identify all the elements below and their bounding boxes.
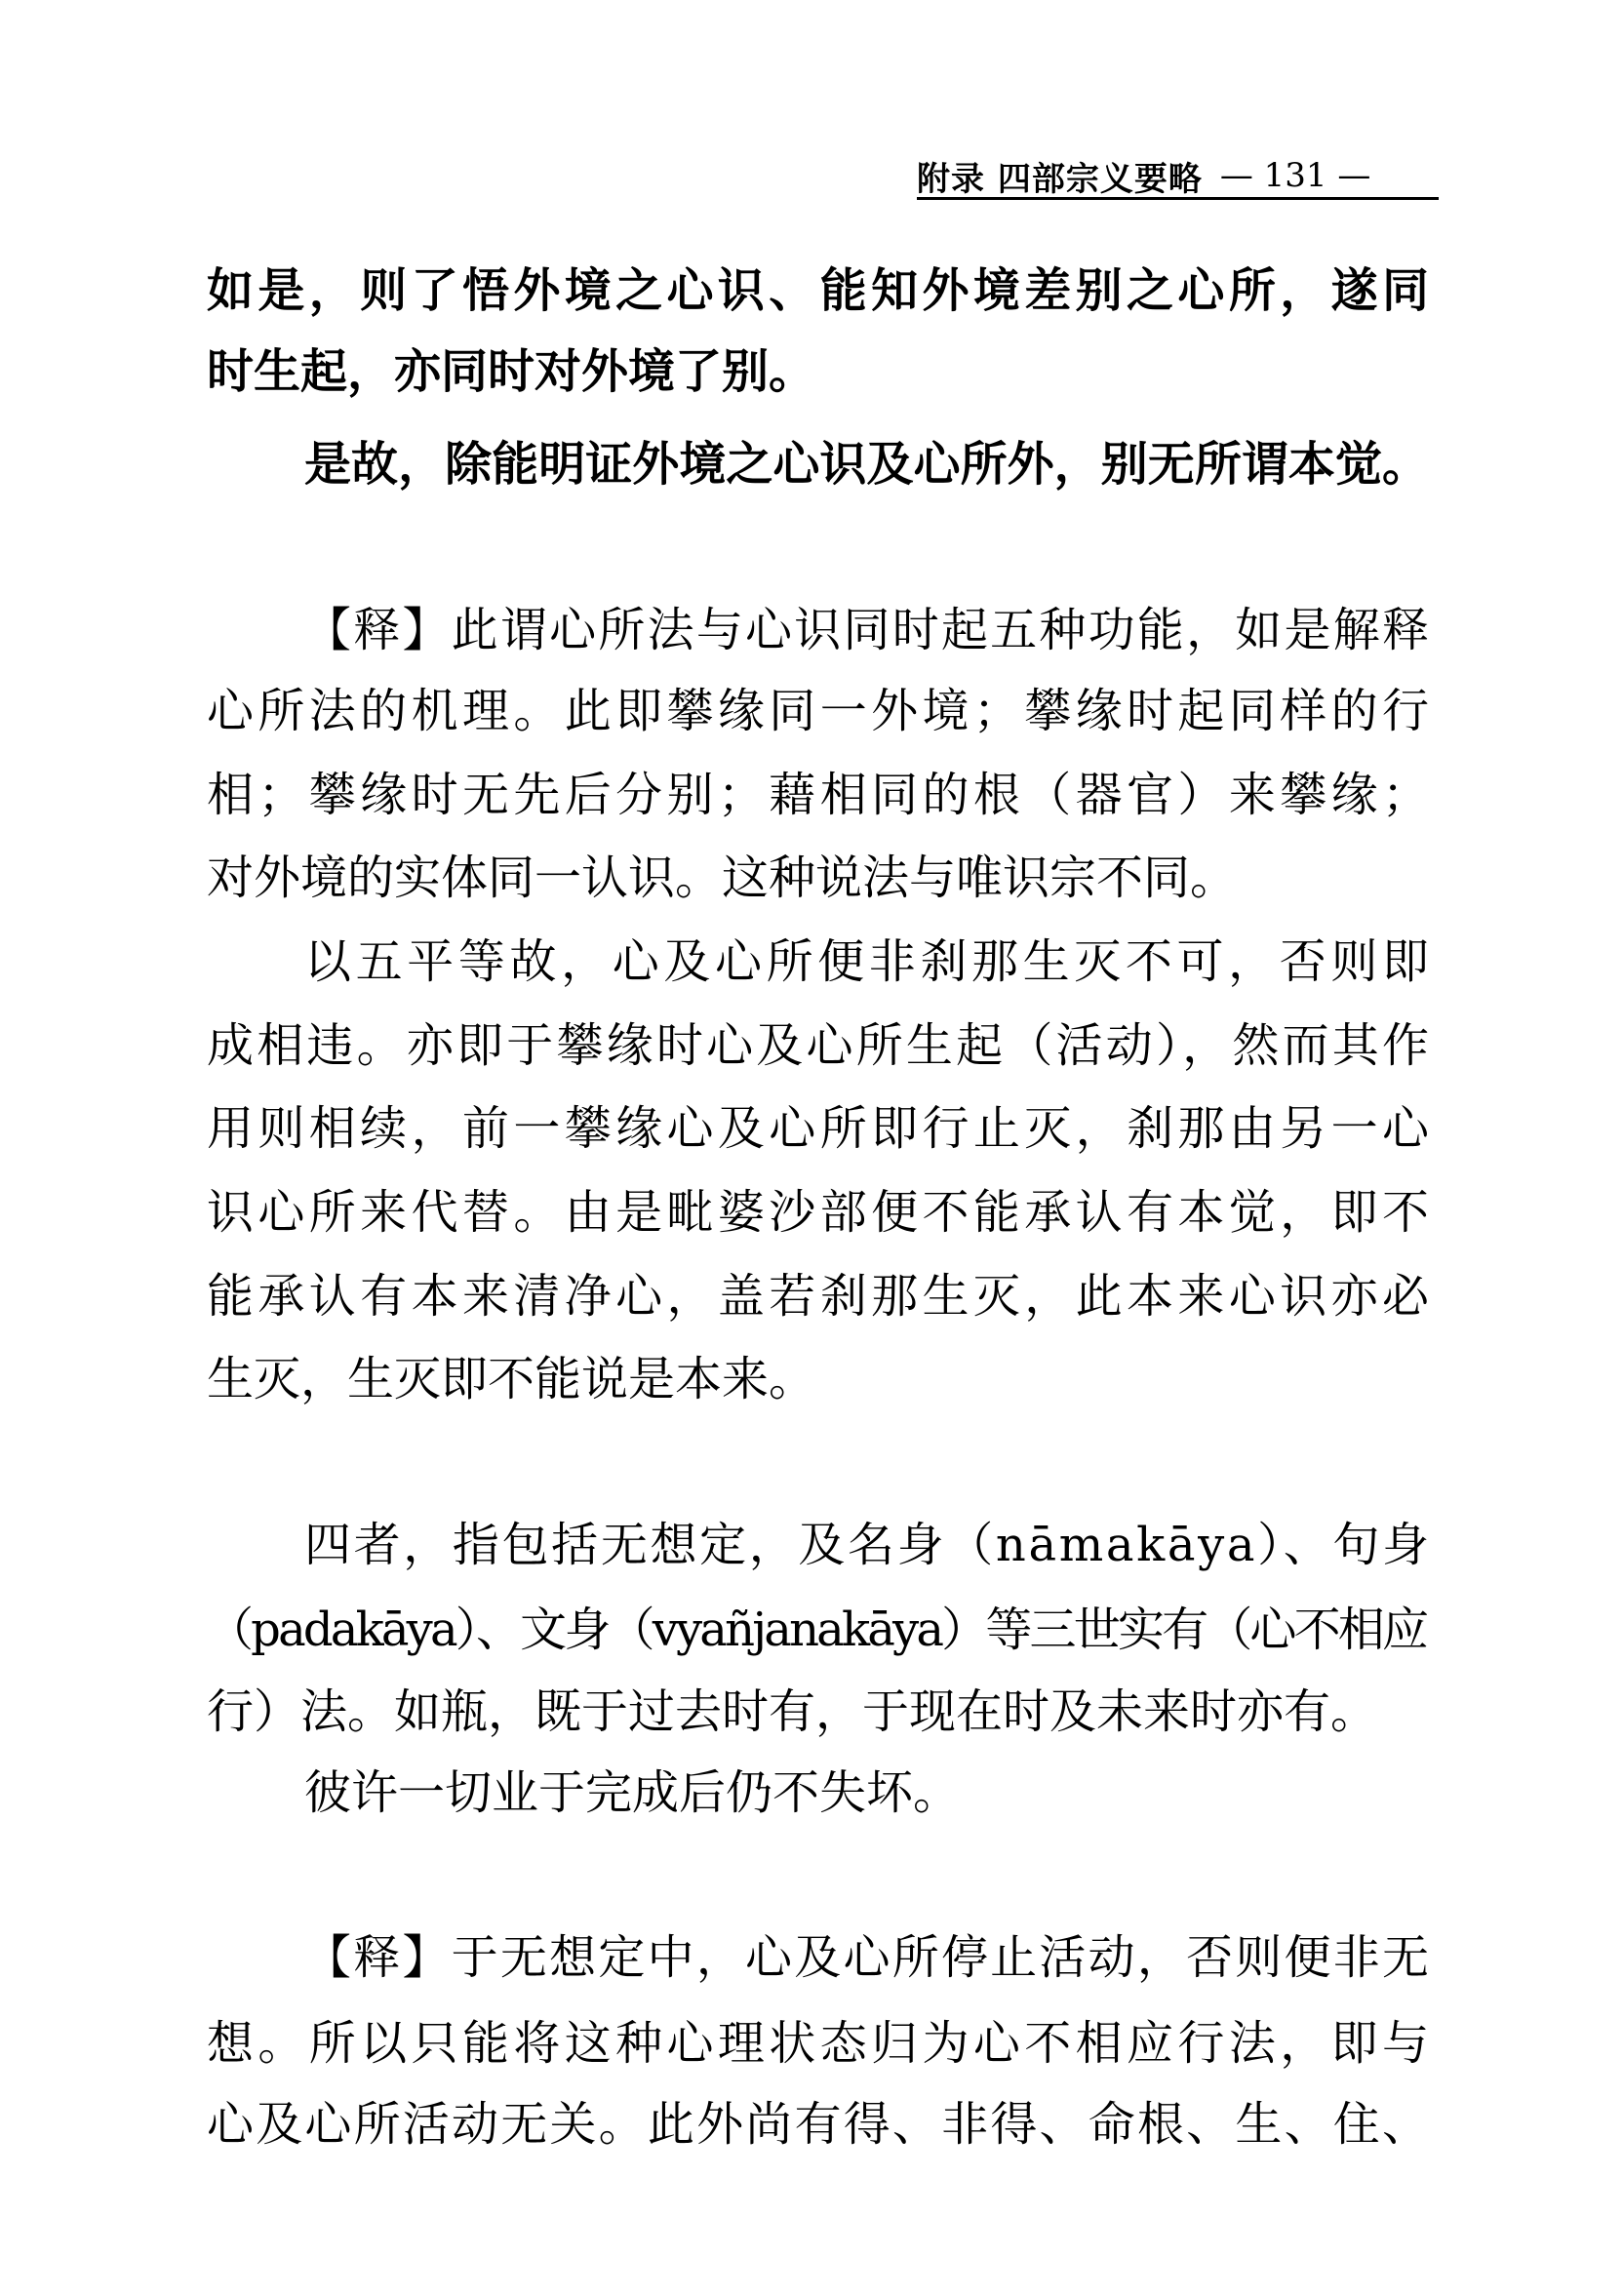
text-line-content: 如是，则了悟外境之心识、能知外境差别之心所，遂同 <box>207 263 1434 318</box>
text-line-content: 生灭，生灭即不能说是本来。 <box>207 1352 816 1406</box>
text-line <box>207 261 1434 320</box>
text-line-content: 【释】此谓心所法与心识同时起五种功能，如是解释 <box>304 603 1432 657</box>
text-line <box>207 1099 1434 1158</box>
text-line-content: 【释】于无想定中，心及心所停止活动，否则便非无 <box>304 1930 1432 1985</box>
text-line <box>207 682 1434 740</box>
text-line-content: 用则相续，前一攀缘心及心所即行止灭，刹那由另一心 <box>207 1101 1434 1156</box>
text-line <box>304 435 1429 494</box>
text-line <box>207 1016 1433 1075</box>
text-line <box>207 1350 1429 1408</box>
page-number: — 131 — <box>1219 156 1371 195</box>
text-line-content: 能承认有本来清净心，盖若刹那生灭，此本来心识亦必 <box>207 1269 1434 1324</box>
text-line <box>207 2014 1434 2073</box>
text-line <box>207 1682 1429 1741</box>
text-line <box>207 766 1434 824</box>
running-header <box>917 154 1439 200</box>
text-line <box>304 932 1434 991</box>
text-line <box>304 601 1432 659</box>
text-line <box>207 1601 1429 1659</box>
text-line <box>207 342 1429 401</box>
text-line <box>207 2095 1432 2154</box>
text-line-content: 时生起，亦同时对外境了别。 <box>207 344 816 399</box>
text-line <box>304 1928 1432 1987</box>
text-line <box>207 1183 1434 1242</box>
text-line-content: 识心所来代替。由是毗婆沙部便不能承认有本觉，即不 <box>207 1185 1434 1240</box>
text-line-content: 以五平等故，心及心所便非刹那生灭不可，否则即 <box>304 934 1434 989</box>
text-line-content: 对外境的实体同一认识。这种说法与唯识宗不同。 <box>207 851 1238 905</box>
text-line-content: 成相违。亦即于攀缘时心及心所生起（活动），然而其作 <box>207 1018 1433 1073</box>
text-line-content: 相；攀缘时无先后分别；藉相同的根（器官）来攀缘； <box>207 768 1434 822</box>
text-line <box>207 849 1429 907</box>
text-line-content: 行）法。如瓶，既于过去时有，于现在时及未来时亦有。 <box>207 1684 1378 1739</box>
text-line-content: （padakāya）、文身（vyañjanakāya）等三世实有（心不相应 <box>207 1603 1427 1657</box>
text-line <box>304 1516 1432 1574</box>
text-line-content: 想。所以只能将这种心理状态归为心不相应行法，即与 <box>207 2016 1434 2071</box>
text-line <box>304 1763 1429 1822</box>
text-line <box>207 1267 1434 1326</box>
text-line-content: 是故，除能明证外境之心识及心所外，别无所谓本觉。 <box>304 437 1430 492</box>
text-line-content: 彼许一切业于完成后仍不失坏。 <box>304 1765 961 1820</box>
text-line-content: 四者，指包括无想定，及名身（nāmakāya）、句身 <box>304 1518 1432 1572</box>
text-line-content: 心及心所活动无关。此外尚有得、非得、命根、生、住、 <box>207 2097 1432 2152</box>
text-line-content: 心所法的机理。此即攀缘同一外境；攀缘时起同样的行 <box>207 684 1434 738</box>
header-title: 附录 四部宗义要略 <box>917 159 1203 199</box>
